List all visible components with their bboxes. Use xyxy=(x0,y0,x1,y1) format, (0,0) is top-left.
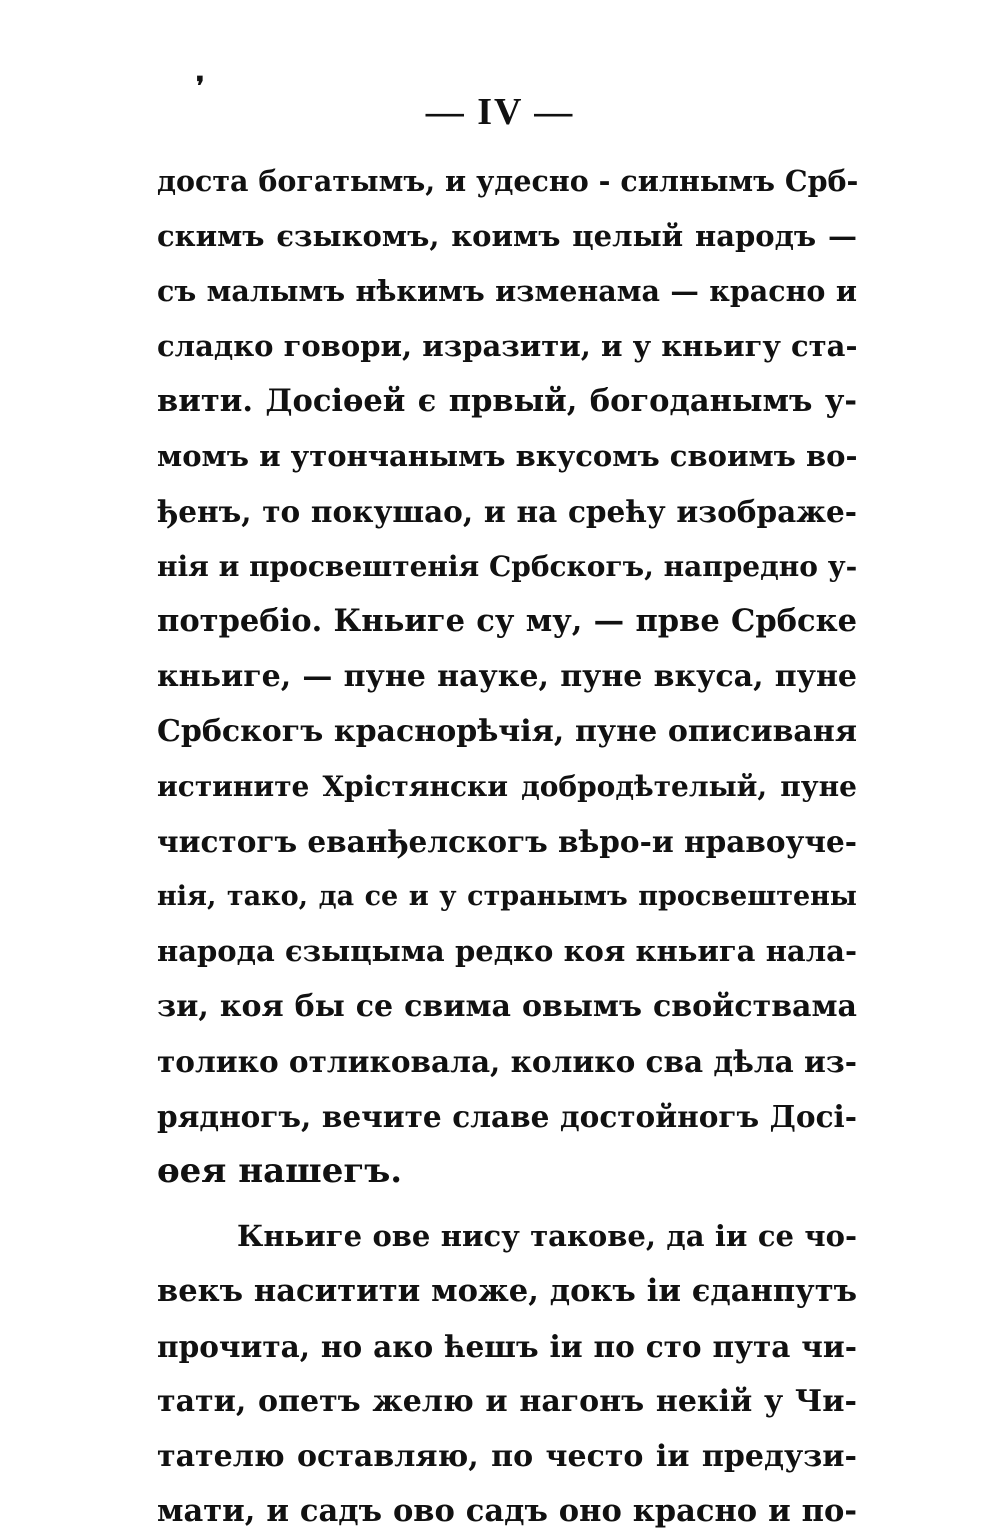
text-line: рядногъ, вечите славе достойногъ Досі- xyxy=(157,1099,857,1134)
text-line: өея нашегъ. xyxy=(157,1151,403,1191)
text-line: потребіо. Кньиге су му, — прве Србске xyxy=(157,603,857,639)
text-line: доста богатымъ, и удесно - силнымъ Срб- xyxy=(157,164,859,198)
text-line: скимъ єзыкомъ, коимъ целый народъ — xyxy=(157,219,857,253)
text-line: сладко говори, изразити, и у кньигу ста- xyxy=(157,329,858,363)
text-line: тати, опетъ желю и нагонъ некій у Чи- xyxy=(157,1384,857,1419)
text-line: Кньиге ове нису такове, да іи се чо- xyxy=(237,1219,857,1253)
ink-mark: ❜ xyxy=(196,72,205,102)
paragraph-2 xyxy=(157,1209,857,1539)
text-line: момъ и утончанымъ вкусомъ своимъ во- xyxy=(157,439,858,473)
page-number-header: — IV — xyxy=(425,91,575,133)
text-line: вити. Досіөей є првый, богоданымъ у- xyxy=(157,383,857,419)
paragraph-1 xyxy=(157,154,857,1199)
text-line: чистогъ еванђелскогъ вѣро-и нравоуче- xyxy=(157,824,857,859)
text-line: нія и просвештенія Србскогъ, напредно у- xyxy=(157,550,858,583)
text-line: мати, и садъ ово садъ оно красно и по- xyxy=(157,1493,857,1529)
text-line: народа єзыцыма редко коя кньига нала- xyxy=(157,934,857,968)
text-line: толико отликовала, колико сва дѣла из- xyxy=(157,1044,857,1079)
text-line: кньиге, — пуне науке, пуне вкуса, пуне xyxy=(157,659,857,694)
text-line: зи, коя бы се свима овымъ свойствама xyxy=(157,989,857,1024)
paragraph-gap xyxy=(157,1199,857,1209)
text-line: прочита, но ако ћешъ іи по сто пута чи- xyxy=(157,1329,857,1364)
text-line: съ малымъ нѣкимъ изменама — красно и xyxy=(157,274,857,308)
body-text xyxy=(157,154,857,1539)
text-line: истините Хрістянски добродѣтелый, пуне xyxy=(157,770,857,803)
text-line: ђенъ, то покушао, и на срећу изображе- xyxy=(157,494,857,529)
text-line: тателю оставляю, по често іи предузи- xyxy=(157,1439,857,1474)
text-line: нія, тако, да се и у странымъ просвештены xyxy=(157,881,857,912)
text-line: Србскогъ краснорѣчія, пуне описиваня xyxy=(157,714,857,749)
text-line: векъ наситити може, докъ іи єданпутъ xyxy=(157,1273,857,1309)
